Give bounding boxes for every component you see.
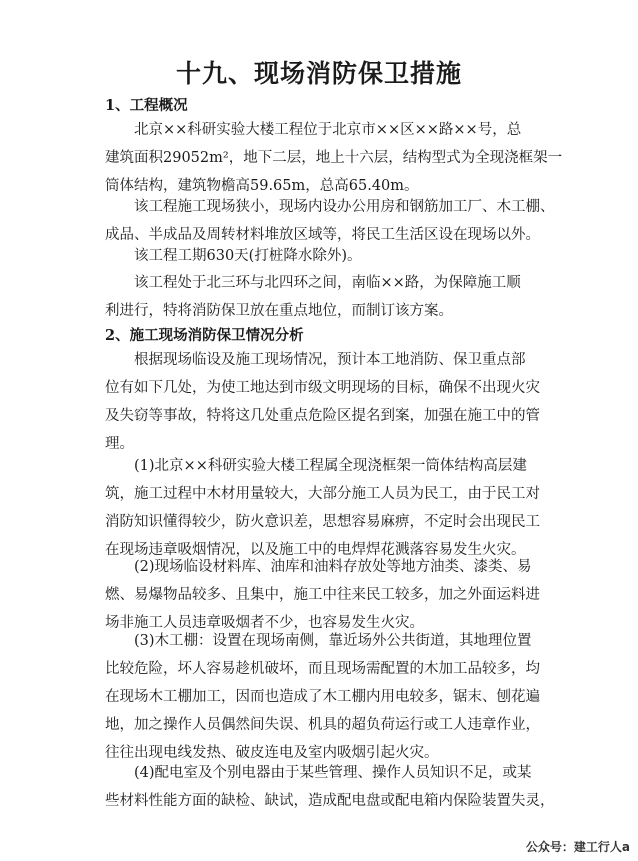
text-line: 筒体结构，建筑物檐高59.65m，总高65.40m。 [105, 178, 419, 195]
text-line: 该工程处于北三环与北四环之间，南临××路，为保障施工顺 [105, 275, 521, 291]
text-line: 位有如下几处，为使工地达到市级文明现场的目标，确保不出现火灾 [105, 380, 540, 397]
paragraph-overview-site [105, 193, 553, 249]
section-heading-1: 1、工程概况 [105, 97, 188, 114]
paragraph-analysis-item-4 [105, 759, 553, 815]
watermark-label: 公众号：建工行人a [525, 840, 630, 854]
text-line: 些材料性能方面的缺检、缺试，造成配电盘或配电箱内保险装置失灵， [105, 793, 555, 810]
text-line: (3)木工棚：设置在现场南侧，靠近场外公共街道，其地理位置 [105, 633, 532, 649]
text-line: 筑，施工过程中木材用量较大，大部分施工人员为民工，由于民工对 [105, 486, 540, 503]
text-line: 消防知识懂得较少，防火意识差，思想容易麻痹，不定时会出现民工 [105, 514, 540, 531]
paragraph-analysis-item-1 [105, 452, 553, 564]
text-line: 场非施工人员违章吸烟者不少，也容易发生火灾。 [105, 615, 424, 632]
text-line: 该工程工期630天(打桩降水除外)。 [105, 248, 362, 264]
text-line: 及失窃等事故，特将这几处重点危险区提名到案，加强在施工中的管 [105, 408, 540, 425]
text-line: 比较危险，坏人容易趁机破坏，而且现场需配置的木加工品较多，均 [105, 661, 540, 678]
text-line: 在现场违章吸烟情况，以及施工中的电焊焊花溅落容易发生火灾。 [105, 542, 526, 559]
text-line: 往往出现电线发热、破皮连电及室内吸烟引起火灾。 [105, 745, 439, 762]
paragraph-overview-duration [105, 242, 553, 270]
text-line: 利进行，特将消防保卫放在重点地位，而制订该方案。 [105, 303, 453, 320]
paragraph-overview-location [105, 116, 563, 200]
text-line: (4)配电室及个别电器由于某些管理、操作人员知识不足，或某 [105, 765, 532, 781]
text-line: 地，加之操作人员偶然间失误、机具的超负荷运行或工人违章作业， [105, 717, 540, 734]
text-line: 北京××科研实验大楼工程位于北京市××区××路××号，总 [105, 122, 522, 138]
text-line: 在现场木工棚加工，因而也造成了木工棚内用电较多，锯末、刨花遍 [105, 689, 540, 706]
text-line: (2)现场临设材料库、油库和油料存放处等地方油类、漆类、易 [105, 559, 532, 575]
paragraph-analysis-intro [105, 346, 553, 458]
text-line: 理。 [105, 436, 134, 453]
page-title: 十九、现场消防保卫措施 [175, 59, 462, 88]
text-line: 燃、易爆物品较多、且集中，施工中往来民工较多，加之外面运料进 [105, 587, 540, 604]
paragraph-analysis-item-2 [105, 553, 553, 637]
text-line: 根据现场临设及施工现场情况，预计本工地消防、保卫重点部 [105, 352, 526, 368]
text-line: 成品、半成品及周转材料堆放区域等，将民工生活区设在现场以外。 [105, 227, 540, 244]
paragraph-analysis-item-3 [105, 627, 553, 767]
text-line: (1)北京××科研实验大楼工程属全现浇框架一筒体结构高层建 [105, 458, 527, 474]
text-line: 该工程施工现场狭小，现场内设办公用房和钢筋加工厂、木工棚、 [105, 199, 555, 215]
section-heading-2: 2、施工现场消防保卫情况分析 [105, 327, 304, 344]
paragraph-overview-position [105, 269, 553, 325]
text-line: 建筑面积29052m²，地下二层，地上十六层，结构型式为全现浇框架一 [105, 150, 563, 167]
